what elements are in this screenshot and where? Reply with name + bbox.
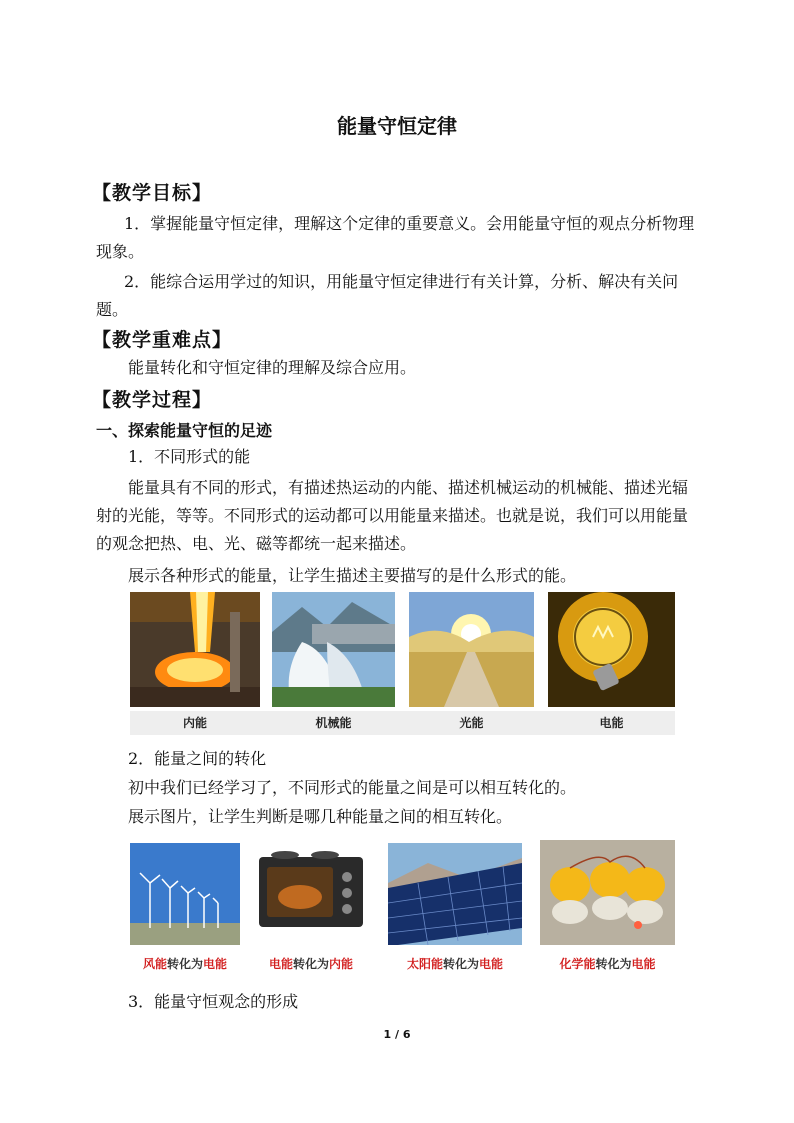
fruit-battery-image (540, 840, 675, 945)
goal-2-line-1: 2．能综合运用学过的知识，用能量守恒定律进行有关计算，分析、解决有关问 (124, 272, 679, 291)
wind-turbines-image (130, 843, 240, 945)
light-bulb-image (548, 592, 675, 707)
caption-light-energy: 光能 (459, 716, 484, 730)
item-3-heading: 3．能量守恒观念的形成 (128, 992, 299, 1011)
section-heading-process: 【教学过程】 (92, 389, 213, 411)
goal-2-line-2: 题。 (96, 300, 129, 319)
page-number: 1 / 6 (383, 1028, 411, 1041)
paragraph-4: 展示图片，让学生判断是哪几种能量之间的相互转化。 (128, 807, 513, 826)
section-heading-goals: 【教学目标】 (92, 182, 213, 204)
paragraph-1-line-2: 射的光能，等等。不同形式的运动都可以用能量来描述。也就是说，我们可以用能量 (96, 506, 689, 525)
part-1-heading: 一、探索能量守恒的足迹 (96, 421, 273, 440)
dam-waterfall-image (272, 592, 395, 707)
item-1-heading: 1．不同形式的能 (128, 447, 251, 466)
focus-text: 能量转化和守恒定律的理解及综合应用。 (128, 358, 417, 377)
electric-oven-image (255, 845, 367, 937)
caption-electric-energy: 电能 (599, 716, 624, 730)
paragraph-3: 初中我们已经学习了，不同形式的能量之间是可以相互转化的。 (128, 778, 577, 797)
conversion-caption-wind: 风能转化为电能 (142, 957, 228, 971)
paragraph-1-line-1: 能量具有不同的形式，有描述热运动的内能、描述机械运动的机械能、描述光辐 (128, 478, 689, 497)
section-heading-focus: 【教学重难点】 (92, 329, 233, 351)
item-2-heading: 2．能量之间的转化 (128, 749, 267, 768)
paragraph-1-line-3: 的观念把热、电、光、磁等都统一起来描述。 (96, 534, 417, 553)
goal-1-line-2: 现象。 (96, 242, 145, 261)
conversion-caption-fruit-battery: 化学能转化为电能 (559, 957, 656, 971)
conversion-caption-oven: 电能转化为内能 (268, 957, 354, 971)
goal-1-line-1: 1．掌握能量守恒定律，理解这个定律的重要意义。会用能量守恒的观点分析物理 (124, 214, 695, 233)
conversion-caption-solar: 太阳能转化为电能 (406, 957, 504, 971)
molten-steel-image (130, 592, 260, 707)
paragraph-2: 展示各种形式的能量，让学生描述主要描写的是什么形式的能。 (128, 566, 577, 585)
caption-mechanical-energy: 机械能 (315, 716, 352, 730)
solar-panels-image (388, 843, 522, 945)
document-title: 能量守恒定律 (337, 114, 457, 138)
caption-internal-energy: 内能 (182, 716, 207, 730)
sunlight-road-image (409, 592, 534, 707)
energy-forms-caption-row (130, 711, 675, 735)
